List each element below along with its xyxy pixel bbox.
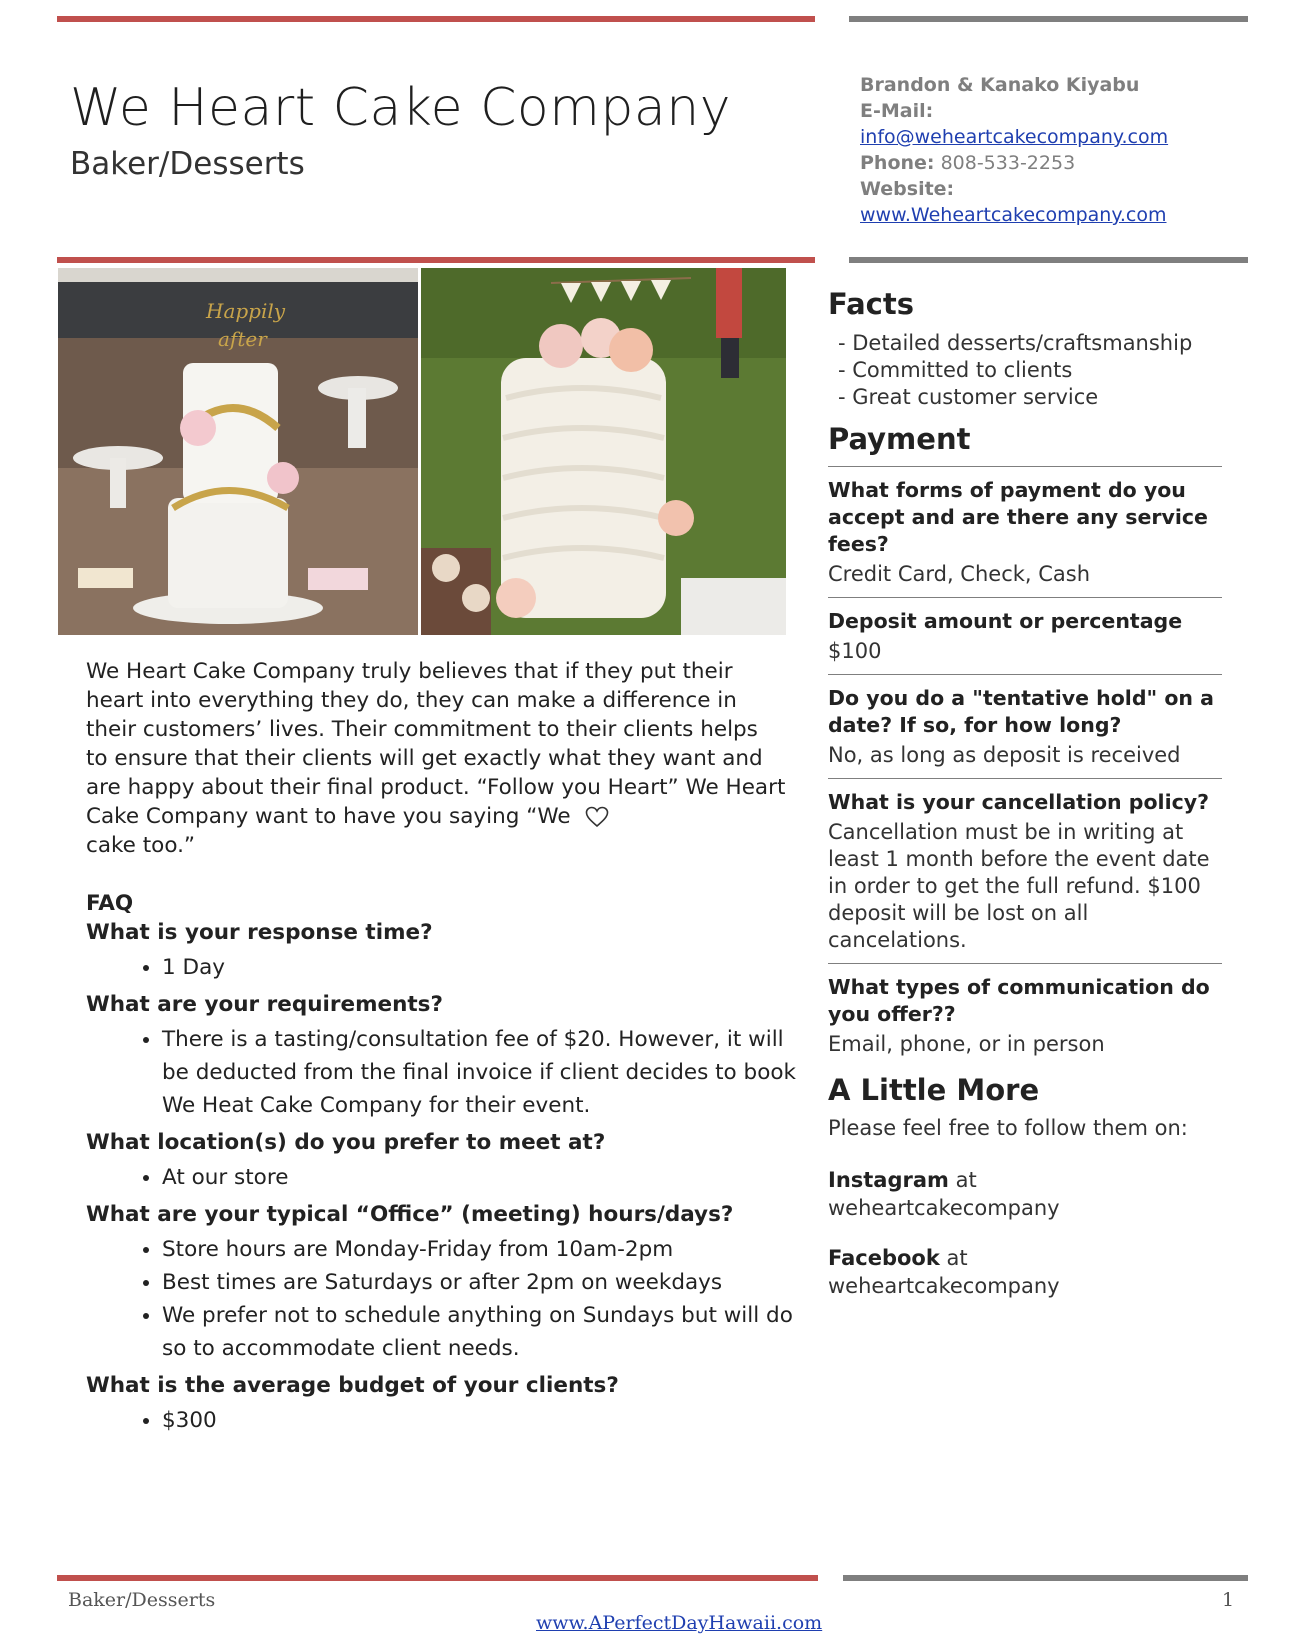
instagram-entry <box>828 1166 1222 1222</box>
faq-question: What is the average budget of your clients? <box>86 1373 619 1398</box>
phone-label: Phone: <box>860 152 935 174</box>
more-heading: A Little More <box>828 1073 1040 1107</box>
faq-question: What is your response time? <box>86 920 433 945</box>
website-link[interactable]: www.Weheartcakecompany.com <box>860 204 1167 226</box>
more-text: Please feel free to follow them on: <box>828 1116 1188 1140</box>
email-label: E-Mail: <box>860 100 934 122</box>
svg-text:after: after <box>218 327 267 351</box>
payment-question: What forms of payment do you accept and are there any service fees? <box>828 478 1208 556</box>
payment-answer: No, as long as deposit is received <box>828 743 1181 767</box>
page-subtitle: Baker/Desserts <box>70 146 305 182</box>
page-number: 1 <box>1222 1589 1235 1611</box>
facebook-entry <box>828 1244 1222 1300</box>
faq-answer-list <box>86 951 806 984</box>
svg-text:Happily: Happily <box>206 299 286 323</box>
phone-value: 808-533-2253 <box>940 152 1076 174</box>
instagram-handle: weheartcakecompany <box>828 1196 1060 1220</box>
payment-question: Deposit amount or percentage <box>828 609 1183 633</box>
fact-item: - Committed to clients <box>838 357 1222 384</box>
header-rule-left <box>57 257 815 263</box>
payment-answer: Cancellation must be in writing at least 1 month before the event date in order to get the full refund. $100 deposit will be lost on all cancelations. <box>828 820 1210 952</box>
intro-tail: cake too.” <box>86 833 196 858</box>
faq-answer-list <box>86 1023 806 1122</box>
page-title: We Heart Cake Company <box>70 78 731 138</box>
divider <box>828 466 1222 467</box>
divider <box>828 674 1222 675</box>
facebook-handle: weheartcakecompany <box>828 1274 1060 1298</box>
contact-block <box>860 72 1168 228</box>
faq-question: What are your typical “Office” (meeting) hours/days? <box>86 1202 734 1227</box>
top-rule-right <box>849 16 1248 22</box>
facts-list <box>838 330 1222 411</box>
faq-question: What location(s) do you prefer to meet at? <box>86 1130 606 1155</box>
payment-answer: Email, phone, or in person <box>828 1032 1105 1056</box>
payment-question: Do you do a "tentative hold" on a date? If so, for how long? <box>828 686 1214 737</box>
divider <box>828 778 1222 779</box>
payment-question: What is your cancellation policy? <box>828 790 1210 814</box>
footer-rule-right <box>843 1575 1248 1581</box>
heart-icon <box>585 806 609 828</box>
cake-photo-lawn <box>421 268 786 635</box>
faq-answer-list <box>86 1233 806 1365</box>
facebook-label: Facebook <box>828 1246 940 1270</box>
payment-heading: Payment <box>828 422 971 456</box>
faq-answer: • We prefer not to schedule anything on Sundays but will do so to accommodate client needs. <box>162 1299 806 1365</box>
faq-heading: FAQ <box>86 891 134 916</box>
divider <box>828 963 1222 964</box>
website-label: Website: <box>860 178 955 200</box>
faq-answer: • At our store <box>162 1161 806 1194</box>
instagram-at: at <box>955 1168 977 1192</box>
faq-answer: • Best times are Saturdays or after 2pm on weekdays <box>162 1266 806 1299</box>
faq-answer: • $300 <box>162 1404 806 1437</box>
facebook-at: at <box>946 1246 968 1270</box>
faq-answer: • There is a tasting/consultation fee of $20. However, it will be deducted from the final invoice if client decides to book We Heat Cake Company for their event. <box>162 1023 806 1122</box>
instagram-label: Instagram <box>828 1168 949 1192</box>
payment-answer: $100 <box>828 639 882 663</box>
facts-heading: Facts <box>828 287 914 321</box>
fact-item: - Great customer service <box>838 384 1222 411</box>
cake-photo-table <box>58 268 418 635</box>
contact-names: Brandon & Kanako Kiyabu <box>860 74 1140 96</box>
footer-link[interactable]: www.APerfectDayHawaii.com <box>536 1612 823 1634</box>
intro-paragraph <box>86 657 786 860</box>
faq-question: What are your requirements? <box>86 992 443 1017</box>
footer-rule-left <box>57 1575 818 1581</box>
faq-answer-list <box>86 1404 806 1437</box>
top-rule-left <box>57 16 815 22</box>
faq-answer: • Store hours are Monday-Friday from 10am-2pm <box>162 1233 806 1266</box>
sidebar <box>828 286 1222 1300</box>
footer-category: Baker/Desserts <box>68 1589 216 1611</box>
email-link[interactable]: info@weheartcakecompany.com <box>860 126 1169 148</box>
faq-answer: • 1 Day <box>162 951 806 984</box>
intro-text: We Heart Cake Company truly believes that if they put their heart into everything they do, they can make a difference in their customers’ lives. Their commitment to their clients helps to ensure that their clients will get exactly what they want and are happy about their final product. “Follow you Heart” We Heart Cake Company want to have you saying “We <box>86 659 786 829</box>
faq-answer-list <box>86 1161 806 1194</box>
payment-question: What types of communication do you offer?? <box>828 975 1210 1026</box>
divider <box>828 597 1222 598</box>
cake-photos <box>58 268 786 635</box>
faq-section <box>86 889 806 1443</box>
header-rule-right <box>849 257 1248 263</box>
fact-item: - Detailed desserts/craftsmanship <box>838 330 1222 357</box>
payment-answer: Credit Card, Check, Cash <box>828 562 1091 586</box>
